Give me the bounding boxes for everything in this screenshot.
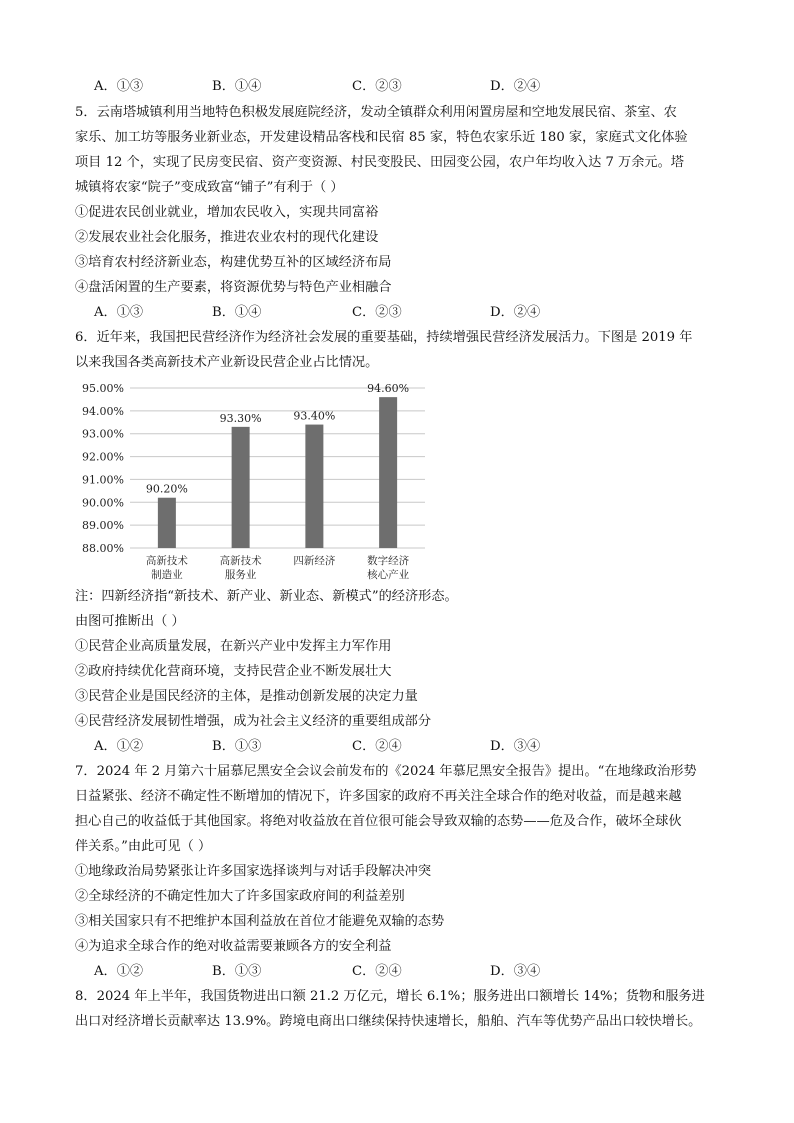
- x-tick-label: 四新经济: [293, 555, 336, 567]
- q5-statement-2: ②发展农业社会化服务，推进农业农村的现代化建设: [75, 230, 379, 245]
- q4-option-b[interactable]: B．①④: [212, 79, 262, 94]
- y-tick-label: 94.00%: [82, 404, 124, 418]
- q6-option-d[interactable]: D．③④: [490, 739, 541, 754]
- q4-option-a[interactable]: A．①③: [94, 79, 144, 94]
- q7-option-c[interactable]: C．②④: [352, 964, 402, 979]
- q4-option-d[interactable]: D．②④: [490, 79, 541, 94]
- x-tick-label: 高新技术: [219, 555, 262, 567]
- x-tick-label: 核心产业: [367, 569, 410, 581]
- data-label: 93.30%: [219, 411, 262, 425]
- y-tick-label: 95.00%: [82, 382, 124, 395]
- data-label: 90.20%: [145, 482, 188, 496]
- q6-question: 由图可推断出（ ）: [75, 614, 185, 629]
- bar: [232, 427, 250, 548]
- q7-stem-line: 担心自己的收益低于其他国家。将绝对收益放在首位很可能会导致双输的态势——危及合作，破坏全球伙: [75, 814, 682, 829]
- q6-option-c[interactable]: C．②④: [352, 739, 402, 754]
- q7-option-b[interactable]: B．①③: [212, 964, 262, 979]
- q5-statement-4: ④盘活闲置的生产要素，将资源优势与特色产业相融合: [75, 280, 392, 295]
- y-tick-label: 89.00%: [82, 519, 124, 533]
- q7-stem-line: 日益紧张、经济不确定性不断增加的情况下，许多国家的政府不再关注全球合作的绝对收益，而是越来越: [75, 789, 682, 804]
- q6-statement-3: ③民营企业是国民经济的主体，是推动创新发展的决定力量: [75, 689, 418, 704]
- q5-option-b[interactable]: B．①④: [212, 305, 262, 320]
- q7-statement-1: ①地缘政治局势紧张让许多国家选择谈判与对话手段解决冲突: [75, 864, 432, 879]
- q5-option-d[interactable]: D．②④: [490, 305, 541, 320]
- q5-stem-line: 项目 12 个，实现了民房变民宿、资产变资源、村民变股民、田园变公园，农户年均收入达 7 万余元。塔: [75, 155, 684, 170]
- q6-statement-1: ①民营企业高质量发展，在新兴产业中发挥主力军作用: [75, 639, 392, 654]
- y-tick-label: 90.00%: [82, 496, 124, 510]
- bar-chart: [70, 378, 440, 590]
- q5-stem-line: 家乐、加工坊等服务业新业态，开发建设精品客栈和民宿 85 家，特色农家乐近 180 家，家庭式文化体验: [75, 130, 688, 145]
- q6-option-b[interactable]: B．①③: [212, 739, 262, 754]
- q7-statement-4: ④为追求全球合作的绝对收益需要兼顾各方的安全利益: [75, 939, 392, 954]
- q6-statement-4: ④民营经济发展韧性增强，成为社会主义经济的重要组成部分: [75, 714, 432, 729]
- q5-statement-1: ①促进农民创业就业，增加农民收入，实现共同富裕: [75, 205, 379, 220]
- x-tick-label: 服务业: [224, 569, 257, 581]
- data-label: 93.40%: [293, 409, 336, 423]
- q7-stem-line: 7．2024 年 2 月第六十届慕尼黑安全会议会前发布的《2024 年慕尼黑安全报告》提出。“在地缘政治形势: [75, 764, 697, 779]
- q8-stem-line: 8．2024 年上半年，我国货物进出口额 21.2 万亿元，增长 6.1%；服务进出口额增长 14%；货物和服务进: [75, 989, 705, 1004]
- q6-statement-2: ②政府持续优化营商环境，支持民营企业不断发展壮大: [75, 664, 392, 679]
- q6-stem-line: 以来我国各类高新技术产业新设民营企业占比情况。: [75, 355, 379, 370]
- q5-option-c[interactable]: C．②③: [352, 305, 402, 320]
- q7-option-d[interactable]: D．③④: [490, 964, 541, 979]
- q7-option-a[interactable]: A．①②: [94, 964, 144, 979]
- y-tick-label: 88.00%: [82, 542, 124, 555]
- q7-stem-line: 伴关系。”由此可见（ ）: [75, 839, 212, 854]
- y-tick-label: 91.00%: [82, 473, 124, 487]
- y-tick-label: 93.00%: [82, 427, 124, 441]
- bar: [379, 397, 397, 548]
- x-tick-label: 制造业: [151, 569, 183, 581]
- q8-stem-line: 出口对经济增长贡献率达 13.9%。跨境电商出口继续保持快速增长，船舶、汽车等优势产品出口较快增长。: [75, 1014, 702, 1029]
- data-label: 94.60%: [367, 382, 410, 396]
- q6-option-a[interactable]: A．①②: [94, 739, 144, 754]
- q5-stem-line: 5．云南塔城镇利用当地特色积极发展庭院经济，发动全镇群众利用闲置房屋和空地发展民宿、茶室、农: [75, 105, 677, 120]
- q6-stem-line: 6．近年来，我国把民营经济作为经济社会发展的重要基础，持续增强民营经济发展活力。下图是 2019 年: [75, 330, 693, 345]
- y-tick-label: 92.00%: [82, 450, 124, 464]
- q4-option-c[interactable]: C．②③: [352, 79, 402, 94]
- q7-statement-3: ③相关国家只有不把维护本国利益放在首位才能避免双输的态势: [75, 914, 445, 929]
- q5-option-a[interactable]: A．①③: [94, 305, 144, 320]
- q6-note: 注：四新经济指“新技术、新产业、新业态、新模式”的经济形态。: [75, 589, 458, 604]
- q7-statement-2: ②全球经济的不确定性加大了许多国家政府间的利益差别: [75, 889, 405, 904]
- bar: [158, 498, 176, 548]
- x-tick-label: 数字经济: [367, 555, 410, 567]
- x-tick-label: 高新技术: [145, 555, 188, 567]
- bar: [305, 425, 323, 548]
- q5-statement-3: ③培育农村经济新业态，构建优势互补的区域经济布局: [75, 255, 392, 270]
- q5-stem-line: 城镇将农家“院子”变成致富“铺子”有利于（ ）: [75, 180, 344, 195]
